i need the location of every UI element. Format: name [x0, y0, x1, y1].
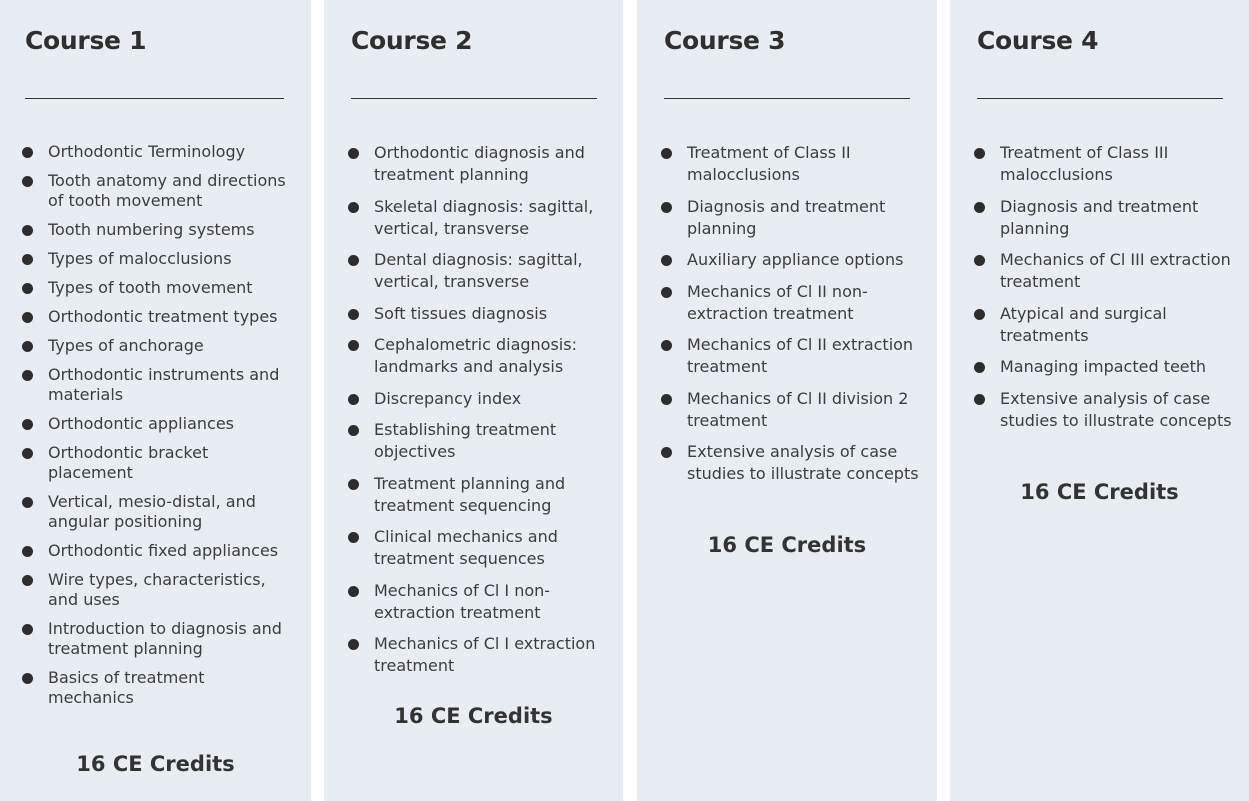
topic-list-item	[22, 492, 290, 532]
course-3-panel	[637, 0, 937, 801]
bullet-icon	[22, 448, 33, 459]
topic-list-item	[661, 281, 923, 325]
topic-list-item	[661, 249, 923, 271]
course-1-panel	[0, 0, 311, 801]
topic-list-item	[661, 196, 923, 240]
topic-label: Skeletal diagnosis: sagittal, vertical, transverse	[374, 196, 594, 238]
bullet-icon	[348, 479, 359, 490]
topic-list-item	[974, 196, 1236, 240]
topic-list-item	[22, 171, 290, 211]
bullet-icon	[348, 532, 359, 543]
bullet-icon	[348, 202, 359, 213]
topic-label: Types of tooth movement	[48, 278, 253, 297]
topic-label: Mechanics of Cl I extraction treatment	[374, 634, 596, 675]
bullet-icon	[348, 639, 359, 650]
topic-list-item	[661, 388, 923, 432]
bullet-icon	[22, 370, 33, 381]
bullet-icon	[348, 148, 359, 159]
bullet-icon	[22, 497, 33, 508]
bullet-icon	[22, 254, 33, 265]
topic-label: Basics of treatment mechanics	[48, 668, 205, 707]
bullet-icon	[348, 586, 359, 597]
topic-list-item	[348, 249, 610, 293]
topic-list-item	[22, 307, 290, 327]
topic-list-item	[661, 334, 923, 378]
bullet-icon	[661, 148, 672, 159]
topic-list-item	[974, 142, 1236, 186]
course-credits: 16 CE Credits	[1020, 480, 1179, 504]
topic-label: Mechanics of Cl II division 2 treatment	[687, 388, 909, 430]
bullet-icon	[661, 394, 672, 405]
topic-label: Discrepancy index	[374, 388, 522, 408]
topic-label: Treatment of Class II malocclusions	[687, 143, 851, 184]
course-title: Course 3	[664, 26, 786, 55]
title-divider	[977, 98, 1223, 99]
topic-list-item	[348, 419, 610, 463]
topic-label: Clinical mechanics and treatment sequences	[374, 527, 558, 568]
topic-list-item	[661, 142, 923, 186]
topic-label: Extensive analysis of case studies to illustrate concepts	[1000, 388, 1232, 430]
course-4-panel	[950, 0, 1249, 801]
topic-label: Mechanics of Cl I non-extraction treatment	[374, 580, 551, 622]
topic-list-item	[974, 303, 1236, 347]
topic-label: Extensive analysis of case studies to illustrate concepts	[687, 442, 919, 483]
topic-list-item	[348, 334, 610, 378]
topic-list-item	[348, 473, 610, 517]
topic-label: Diagnosis and treatment planning	[687, 196, 886, 238]
topic-list-item	[348, 633, 610, 677]
course-topic-list	[661, 142, 923, 495]
topic-label: Orthodontic appliances	[48, 414, 234, 433]
bullet-icon	[974, 255, 985, 266]
bullet-icon	[661, 287, 672, 298]
topic-list-item	[348, 196, 610, 240]
topic-list-item	[22, 619, 290, 659]
topic-label: Atypical and surgical treatments	[1000, 303, 1167, 345]
topic-label: Auxiliary appliance options	[687, 250, 904, 269]
topic-label: Diagnosis and treatment planning	[1000, 196, 1199, 238]
topic-list-item	[348, 388, 610, 410]
bullet-icon	[22, 419, 33, 430]
bullet-icon	[974, 362, 985, 373]
topic-label: Managing impacted teeth	[1000, 357, 1207, 376]
topic-label: Mechanics of Cl II extraction treatment	[687, 335, 914, 376]
bullet-icon	[22, 546, 33, 557]
topic-list-item	[974, 249, 1236, 293]
topic-label: Orthodontic treatment types	[48, 307, 278, 326]
topic-list-item	[22, 142, 290, 162]
course-topic-list	[974, 142, 1236, 441]
bullet-icon	[348, 255, 359, 266]
topic-list-item	[974, 356, 1236, 378]
topic-label: Tooth anatomy and directions of tooth movement	[48, 171, 286, 210]
bullet-icon	[22, 176, 33, 187]
topic-label: Vertical, mesio-distal, and angular positioning	[48, 492, 256, 531]
topic-list-item	[348, 526, 610, 570]
bullet-icon	[22, 341, 33, 352]
topic-label: Mechanics of Cl III extraction treatment	[1000, 250, 1231, 291]
topic-list-item	[348, 580, 610, 624]
topic-list-item	[22, 414, 290, 434]
topic-label: Treatment planning and treatment sequencing	[374, 473, 566, 515]
topic-list-item	[22, 541, 290, 561]
topic-label: Establishing treatment objectives	[374, 420, 557, 461]
topic-label: Orthodontic diagnosis and treatment planning	[374, 143, 585, 184]
course-title: Course 4	[977, 26, 1099, 55]
bullet-icon	[22, 673, 33, 684]
course-topic-list	[22, 142, 290, 717]
title-divider	[351, 98, 597, 99]
title-divider	[25, 98, 284, 99]
topic-list-item	[974, 388, 1236, 432]
course-title: Course 2	[351, 26, 473, 55]
topic-list-item	[22, 365, 290, 405]
course-title: Course 1	[25, 26, 147, 55]
topic-list-item	[22, 249, 290, 269]
bullet-icon	[974, 202, 985, 213]
bullet-icon	[661, 447, 672, 458]
topic-label: Mechanics of Cl II non-extraction treatment	[687, 281, 868, 323]
topic-list-item	[22, 220, 290, 240]
course-2-panel	[324, 0, 623, 801]
topic-list-item	[348, 303, 610, 325]
bullet-icon	[661, 340, 672, 351]
bullet-icon	[22, 312, 33, 323]
bullet-icon	[348, 340, 359, 351]
course-credits: 16 CE Credits	[394, 704, 553, 728]
title-divider	[664, 98, 910, 99]
topic-label: Types of anchorage	[48, 336, 204, 355]
bullet-icon	[974, 309, 985, 320]
topic-label: Tooth numbering systems	[48, 220, 255, 239]
topic-list-item	[22, 336, 290, 356]
topic-label: Wire types, characteristics, and uses	[48, 570, 266, 609]
topic-list-item	[22, 278, 290, 298]
bullet-icon	[661, 255, 672, 266]
bullet-icon	[22, 624, 33, 635]
topic-list-item	[348, 142, 610, 186]
bullet-icon	[22, 283, 33, 294]
bullet-icon	[22, 147, 33, 158]
topic-label: Orthodontic bracket placement	[48, 443, 209, 482]
bullet-icon	[348, 309, 359, 320]
topic-label: Introduction to diagnosis and treatment planning	[48, 619, 282, 658]
bullet-icon	[974, 394, 985, 405]
bullet-icon	[348, 394, 359, 405]
course-credits: 16 CE Credits	[707, 533, 867, 557]
topic-list-item	[22, 668, 290, 708]
bullet-icon	[348, 425, 359, 436]
topic-list-item	[22, 570, 290, 610]
topic-label: Treatment of Class III malocclusions	[1000, 143, 1169, 184]
topic-label: Orthodontic fixed appliances	[48, 541, 279, 560]
topic-label: Soft tissues diagnosis	[374, 303, 548, 323]
topic-label: Cephalometric diagnosis: landmarks and analysis	[374, 335, 577, 376]
course-credits: 16 CE Credits	[76, 752, 235, 776]
bullet-icon	[22, 575, 33, 586]
topic-label: Dental diagnosis: sagittal, vertical, transverse	[374, 250, 583, 291]
topic-list-item	[22, 443, 290, 483]
topic-label: Orthodontic instruments and materials	[48, 365, 280, 404]
bullet-icon	[974, 148, 985, 159]
topic-list-item	[661, 441, 923, 485]
bullet-icon	[661, 202, 672, 213]
bullet-icon	[22, 225, 33, 236]
topic-label: Types of malocclusions	[48, 249, 232, 268]
topic-label: Orthodontic Terminology	[48, 142, 246, 161]
course-topic-list	[348, 142, 610, 687]
